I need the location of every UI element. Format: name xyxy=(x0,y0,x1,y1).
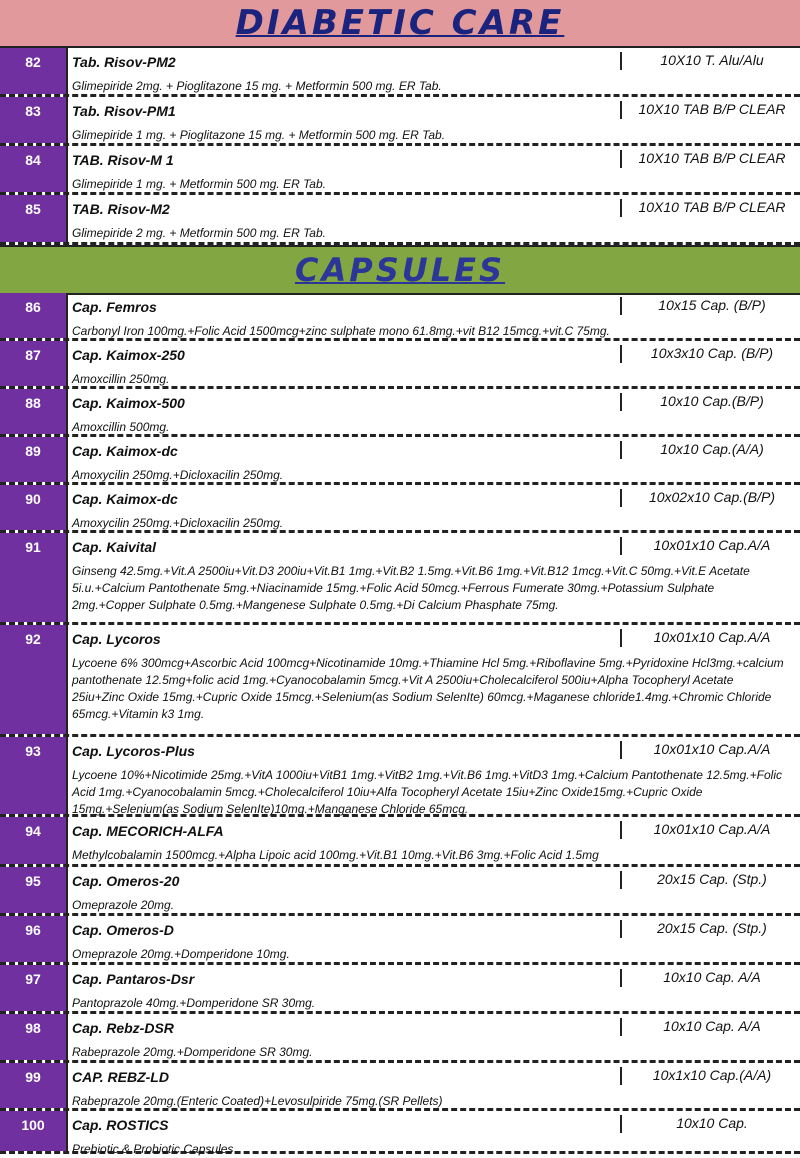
product-row xyxy=(0,195,800,245)
item-number: 86 xyxy=(0,293,68,338)
pack-size: 10x10 Cap. A/A xyxy=(620,1018,800,1036)
pack-size: 10X10 T. Alu/Alu xyxy=(620,52,800,70)
item-number: 83 xyxy=(0,97,68,143)
composition: Amoxcillin 250mg. xyxy=(72,372,170,386)
pack-size: 10x1x10 Cap.(A/A) xyxy=(620,1067,800,1085)
composition: Glimepiride 1 mg. + Pioglitazone 15 mg. + Metformin 500 mg. ER Tab. xyxy=(72,128,446,142)
product-row xyxy=(0,867,800,916)
product-name: Cap. Kaimox-500 xyxy=(72,395,185,411)
composition: Amoxycilin 250mg.+Dicloxacilin 250mg. xyxy=(72,516,284,530)
product-name: CAP. REBZ-LD xyxy=(72,1069,169,1085)
product-row xyxy=(0,341,800,389)
item-number: 89 xyxy=(0,437,68,482)
pack-size: 10X10 TAB B/P CLEAR xyxy=(620,150,800,168)
product-row xyxy=(0,817,800,867)
pack-size: 10x10 Cap. xyxy=(620,1115,800,1133)
product-row xyxy=(0,437,800,485)
pack-size: 10x10 Cap.(B/P) xyxy=(620,393,800,411)
composition: Prebiotic & Probiotic Capsules xyxy=(72,1142,234,1156)
product-row xyxy=(0,1111,800,1154)
composition: Glimepiride 2mg. + Pioglitazone 15 mg. + Metformin 500 mg. ER Tab. xyxy=(72,79,442,93)
composition: Pantoprazole 40mg.+Domperidone SR 30mg. xyxy=(72,996,316,1010)
product-name: Cap. Lycoros-Plus xyxy=(72,743,195,759)
product-row xyxy=(0,293,800,341)
item-number: 87 xyxy=(0,341,68,386)
pack-size: 10x3x10 Cap. (B/P) xyxy=(620,345,800,363)
item-number: 88 xyxy=(0,389,68,434)
product-row xyxy=(0,389,800,437)
product-row xyxy=(0,916,800,965)
product-row xyxy=(0,533,800,625)
item-number: 98 xyxy=(0,1014,68,1060)
product-name: Cap. Kaimox-dc xyxy=(72,443,178,459)
product-name: Cap. Kaivital xyxy=(72,539,157,555)
composition: Omeprazole 20mg. xyxy=(72,898,175,912)
item-number: 93 xyxy=(0,737,68,814)
item-number: 100 xyxy=(0,1111,68,1151)
pack-size: 10x10 Cap.(A/A) xyxy=(620,441,800,459)
product-row xyxy=(0,625,800,737)
pack-size: 20x15 Cap. (Stp.) xyxy=(620,920,800,938)
product-name: Cap. Kaimox-dc xyxy=(72,491,178,507)
item-number: 92 xyxy=(0,625,68,734)
pack-size: 10x10 Cap. A/A xyxy=(620,969,800,987)
product-name: TAB. Risov-M2 xyxy=(72,201,170,217)
product-name: Cap. Rebz-DSR xyxy=(72,1020,174,1036)
product-row xyxy=(0,146,800,195)
composition: Carbonyl Iron 100mg.+Folic Acid 1500mcg+zinc sulphate mono 61.8mg.+vit B12 15mcg.+vit.C 75mg. xyxy=(72,324,610,338)
composition: Glimepiride 2 mg. + Metformin 500 mg. ER Tab. xyxy=(72,226,326,240)
pack-size: 10x01x10 Cap.A/A xyxy=(620,537,800,555)
product-name: Cap. Lycoros xyxy=(72,631,161,647)
product-name: Cap. Kaimox-250 xyxy=(72,347,185,363)
product-name: Cap. Pantaros-Dsr xyxy=(72,971,195,987)
product-name: Cap. Omeros-D xyxy=(72,922,174,938)
pack-size: 10x01x10 Cap.A/A xyxy=(620,629,800,647)
item-number: 95 xyxy=(0,867,68,913)
product-name: Cap. MECORICH-ALFA xyxy=(72,823,224,839)
composition: Rabeprazole 20mg.(Enteric Coated)+Levosulpiride 75mg.(SR Pellets) xyxy=(72,1094,443,1108)
pack-size: 10X10 TAB B/P CLEAR xyxy=(620,199,800,217)
composition: Methylcobalamin 1500mcg.+Alpha Lipoic acid 100mg.+Vit.B1 10mg.+Vit.B6 3mg.+Folic Acid 1.5mg xyxy=(72,848,599,862)
item-number: 91 xyxy=(0,533,68,622)
product-row xyxy=(0,485,800,533)
product-name: Tab. Risov-PM1 xyxy=(72,103,176,119)
section-title-capsules: CAPSULES xyxy=(294,251,506,289)
product-name: TAB. Risov-M 1 xyxy=(72,152,174,168)
pack-size: 10x02x10 Cap.(B/P) xyxy=(620,489,800,507)
item-number: 85 xyxy=(0,195,68,242)
product-name: Cap. Femros xyxy=(72,299,157,315)
section-banner-capsules xyxy=(0,245,800,295)
item-number: 90 xyxy=(0,485,68,530)
product-row xyxy=(0,737,800,817)
product-name: Cap. Omeros-20 xyxy=(72,873,180,889)
product-row xyxy=(0,965,800,1014)
item-number: 99 xyxy=(0,1063,68,1108)
composition: Amoxycilin 250mg.+Dicloxacilin 250mg. xyxy=(72,468,284,482)
composition: Amoxcillin 500mg. xyxy=(72,420,170,434)
item-number: 84 xyxy=(0,146,68,192)
item-number: 82 xyxy=(0,48,68,94)
composition: Omeprazole 20mg.+Domperidone 10mg. xyxy=(72,947,290,961)
composition: Lycoene 6% 300mcg+Ascorbic Acid 100mcg+Nicotinamide 10mg.+Thiamine Hcl 5mg.+Riboflavine 5mg.+Pyridoxine Hcl3mg.+calcium pantothenate 12.5mg+folic acid 1mg.+Cyanocobalamin 5mcg.+Vit A 2500iu+Cholecalciferol 500iu+Alpha Tocopheryl Acetate 25iu+Zinc Oxide 15mg.+Cupric Oxide 15mcg.+Selenium(as Sodium SelenIte) 60mcg.+Maganese chloride1.4mg.+Chromic Chloride 65mcg.+Vitamin k3 1mg. xyxy=(72,656,784,721)
item-number: 94 xyxy=(0,817,68,864)
composition: Rabeprazole 20mg.+Domperidone SR 30mg. xyxy=(72,1045,313,1059)
composition: Lycoene 10%+Nicotimide 25mg.+VitA 1000iu+VitB1 1mg.+VitB2 1mg.+Vit.B6 1mg.+VitD3 1mg.+Calcium Pantothenate 12.5mg.+Folic Acid 1mg.+Cyanocobalamin 5mcg.+Cholecalciferol 10iu+Alfa Tocopheryl Acetate 15iu+Zinc Oxide15mg.+Cupric Oxide 15mg.+Selenium(as Sodium SelenIte)10mg.+Manganese Chloride 65mcg. xyxy=(72,768,782,816)
product-row xyxy=(0,1014,800,1063)
product-row xyxy=(0,48,800,97)
product-row xyxy=(0,97,800,146)
pack-size: 20x15 Cap. (Stp.) xyxy=(620,871,800,889)
composition: Glimepiride 1 mg. + Metformin 500 mg. ER Tab. xyxy=(72,177,326,191)
composition: Ginseng 42.5mg.+Vit.A 2500iu+Vit.D3 200iu+Vit.B1 1mg.+Vit.B2 1.5mg.+Vit.B6 1mg.+Vit.B12 1mcg.+Vit.C 50mg.+Vit.E Acetate 5i.u.+Calcium Pantothenate 5mg.+Niacinamide 15mg.+Folic Acid 50mcg.+Ferrous Fumerate 30mg.+Potassium Sulphate 2mg.+Copper Sulphate 0.5mg.+Mangenese Sulphate 0.5mg.+Di Calcium Phasphate 75mg. xyxy=(72,564,750,612)
section-title-diabetic: DIABETIC CARE xyxy=(235,3,565,43)
pack-size: 10x01x10 Cap.A/A xyxy=(620,741,800,759)
item-number: 96 xyxy=(0,916,68,962)
pack-size: 10X10 TAB B/P CLEAR xyxy=(620,101,800,119)
item-number: 97 xyxy=(0,965,68,1011)
product-name: Tab. Risov-PM2 xyxy=(72,54,176,70)
product-name: Cap. ROSTICS xyxy=(72,1117,169,1133)
product-row xyxy=(0,1063,800,1111)
pack-size: 10x15 Cap. (B/P) xyxy=(620,297,800,315)
pack-size: 10x01x10 Cap.A/A xyxy=(620,821,800,839)
section-banner-diabetic xyxy=(0,0,800,48)
